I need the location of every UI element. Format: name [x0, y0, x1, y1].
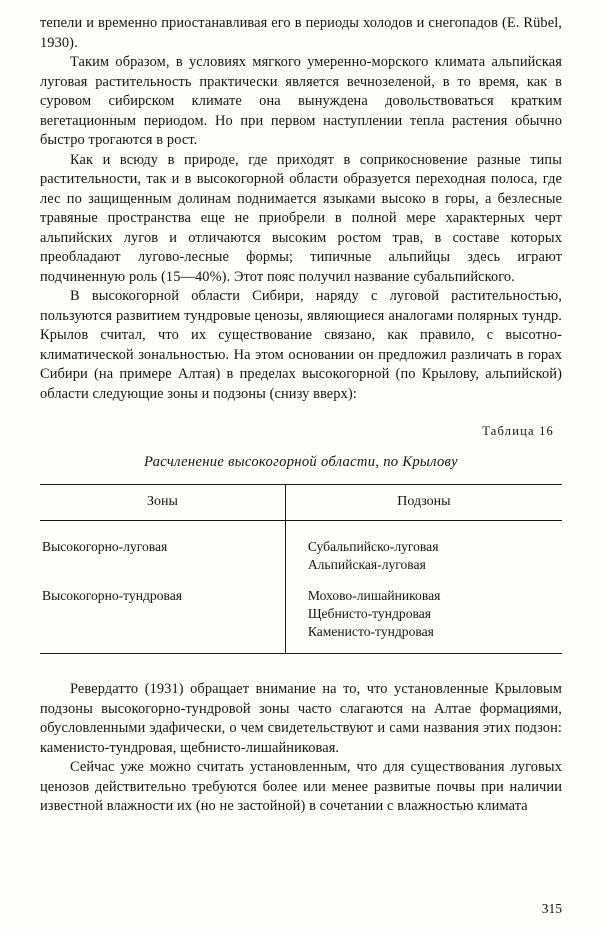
table-spacer [40, 645, 562, 654]
paragraph-5: Ревердатто (1931) обращает внимание на то, что установленные Крыловым подзоны высокогорно-тундровой зоны часто слагаются на Алтае формациями, обусловленными эдафически, о чем свидетельствуют и сами названия этих подзон: каменисто-тундровая, щебнисто-лишайниковая. [40, 681, 562, 756]
page-number: 315 [541, 901, 562, 916]
subzone-label: Альпийская-луговая [307, 557, 426, 572]
subzone-label: Щебнисто-тундровая [307, 606, 432, 621]
table-row [40, 529, 562, 578]
paragraph-6: Сейчас уже можно считать установленным, что для существования луговых ценозов действительно требуются более или менее развитые почвы при наличии известной влажности их (но не застойной) в сочетании с влажностью климата [40, 759, 562, 814]
paragraph-3: Как и всюду в природе, где приходят в соприкосновение разные типы растительности, так и в высокогорной области образуется переходная полоса, где лес по защищенным долинам поднимается языками высоко в горы, а безлесные травяные пространства еще не приобрели в полной мере характерных черт альпийских лугов и отличаются высоким ростом трав, в составе которых преобладают лугово-лесные формы; типичные альпийцы здесь играют подчиненную роль (15—40%). Этот пояс получил название субальпийского. [40, 151, 562, 285]
zone-label: Высокогорно-луговая [42, 539, 168, 554]
paragraph-2: Таким образом, в условиях мягкого умеренно-морского климата альпийская луговая растительность практически является вечнозеленой, в то время, как в суровом сибирском климате она вынуждена довольствоваться кратким вегетационным периодом. Но при первом наступлении тепла растения обычно быстро трогаются в рост. [40, 54, 562, 148]
zone-label: Высокогорно-тундровая [42, 588, 183, 603]
subzone-label: Субальпийско-луговая [307, 539, 439, 554]
table-header-subzones: Подзоны [285, 485, 562, 521]
table-header-zones: Зоны [146, 494, 178, 509]
zones-table [40, 484, 562, 654]
paragraph-4: В высокогорной области Сибири, наряду с луговой растительностью, пользуются развитием тундровые ценозы, являющиеся аналогами полярных тундр. Крылов считал, что их существование связано, как правило, с высотно-климатической зональностью. На этом основании он предложил различать в горах Сибири (на примере Алтая) в пределах высокогорной (по Крылову, альпийской) области следующие зоны и подзоны (снизу вверх): [40, 288, 562, 402]
table-spacer [40, 521, 562, 529]
table-rule-bottom [40, 654, 562, 655]
paragraph-1: тепели и временно приостанавливая его в периоды холодов и снегопадов (Е. Rübel, 1930). [40, 15, 562, 51]
table-label: Таблица 16 [482, 424, 554, 438]
subzone-label: Каменисто-тундровая [307, 624, 434, 639]
table-header-row [40, 485, 562, 521]
table-title: Расчленение высокогорной области, по Крылову [144, 454, 458, 470]
subzone-label: Мохово-лишайниковая [307, 588, 441, 603]
table-row [40, 578, 562, 645]
